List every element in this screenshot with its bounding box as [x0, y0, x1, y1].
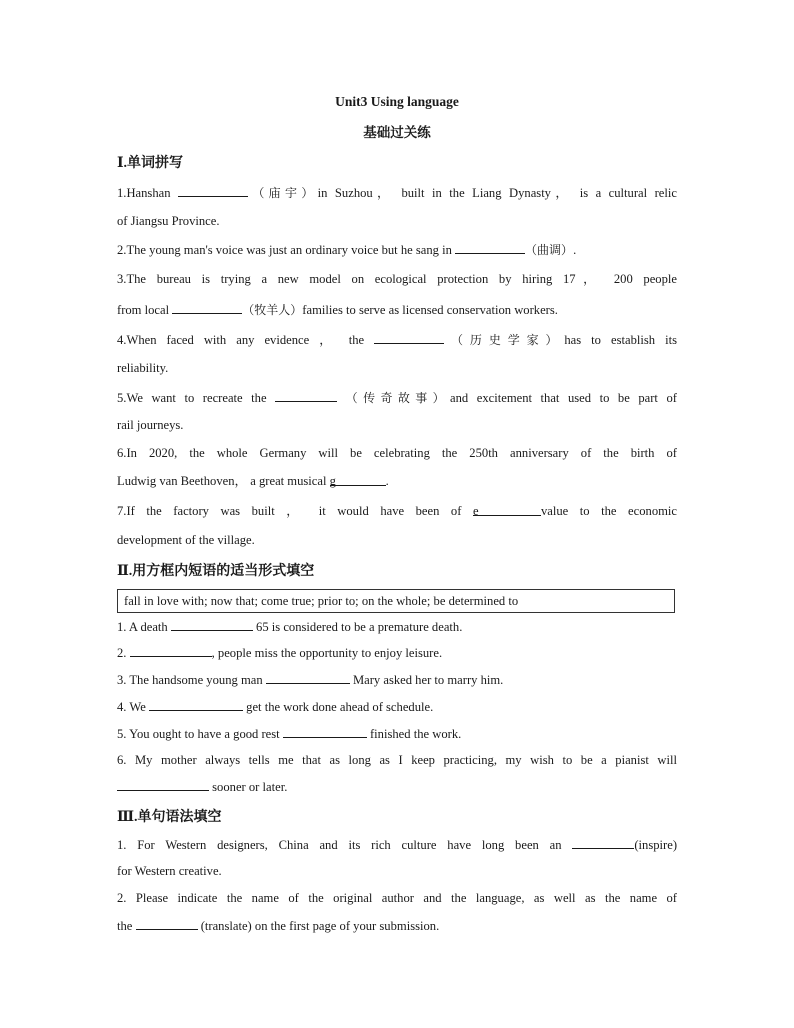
answer-blank[interactable]: e: [473, 502, 541, 516]
answer-blank[interactable]: [149, 697, 243, 711]
question-2: 2.The young man's voice was just an ordinary voice but he sang in （曲调）.: [117, 240, 677, 259]
question-5-line-2: rail journeys.: [117, 418, 184, 432]
answer-blank[interactable]: [283, 724, 367, 738]
section-2-heading: Ⅱ.用方框内短语的适当形式填空: [117, 564, 315, 579]
question-6-line-1: 6.In 2020, the whole Germany will be celebrating the 250th anniversary of the birth of: [117, 446, 677, 460]
question-7-line-2: development of the village.: [117, 533, 255, 547]
phrase-question-6-line-1: 6. My mother always tells me that as long as I keep practicing, my wish to be a pianist will: [117, 753, 677, 767]
phrase-question-2: 2. , people miss the opportunity to enjoy leisure.: [117, 643, 677, 662]
answer-blank[interactable]: [117, 777, 209, 791]
grammar-question-2-line-2: the (translate) on the first page of your submission.: [117, 916, 677, 935]
question-7-line-1: 7.If the factory was built ， it would have been of e value to the economic: [117, 504, 678, 518]
question-4-line-1: 4.When faced with any evidence ， the （历史学家）has to establish its: [117, 330, 677, 349]
answer-blank[interactable]: [455, 240, 525, 254]
answer-blank[interactable]: [266, 670, 350, 684]
phrase-question-4: 4. We get the work done ahead of schedule.: [117, 697, 677, 716]
phrase-question-1: 1. A death 65 is considered to be a premature death.: [117, 617, 677, 636]
answer-blank[interactable]: [275, 388, 337, 402]
answer-blank[interactable]: [374, 330, 444, 344]
grammar-question-1-line-1: 1. For Western designers, China and its rich culture have long been an (inspire): [117, 835, 677, 854]
question-3-line-1: 3.The bureau is trying a new model on ecological protection by hiring 17， 200 people: [117, 272, 677, 286]
question-3-line-2: from local （牧羊人）families to serve as licensed conservation workers.: [117, 300, 677, 319]
grammar-question-1-line-2: for Western creative.: [117, 864, 222, 878]
grammar-question-2-line-1: 2. Please indicate the name of the original author and the language, as well as the name of: [117, 891, 677, 905]
answer-blank[interactable]: [171, 617, 253, 631]
answer-blank[interactable]: [178, 183, 248, 197]
page-subtitle: 基础过关练: [363, 125, 431, 140]
question-6-line-2: Ludwig van Beethoven， a great musical g .: [117, 474, 389, 488]
phrase-box: fall in love with; now that; come true; prior to; on the whole; be determined to: [117, 589, 675, 613]
phrase-question-5: 5. You ought to have a good rest finished the work.: [117, 724, 677, 743]
question-4-line-2: reliability.: [117, 361, 169, 375]
answer-blank[interactable]: [136, 916, 198, 930]
answer-blank[interactable]: [572, 835, 634, 849]
section-3-heading: Ⅲ.单句语法填空: [117, 810, 222, 825]
phrase-question-6-line-2: sooner or later.: [117, 777, 677, 796]
question-1-line-1: 1.Hanshan （庙宇）in Suzhou， built in the Liang Dynasty， is a cultural relic: [117, 183, 677, 202]
answer-blank[interactable]: g: [330, 472, 386, 486]
section-1-heading: Ⅰ.单词拼写: [117, 156, 184, 171]
question-5-line-1: 5.We want to recreate the （传奇故事）and excitement that used to be part of: [117, 388, 677, 407]
phrase-question-3: 3. The handsome young man Mary asked her to marry him.: [117, 670, 677, 689]
answer-blank[interactable]: [172, 300, 242, 314]
question-1-line-2: of Jiangsu Province.: [117, 214, 220, 228]
answer-blank[interactable]: [130, 643, 212, 657]
page-title: Unit3 Using language: [335, 94, 459, 109]
